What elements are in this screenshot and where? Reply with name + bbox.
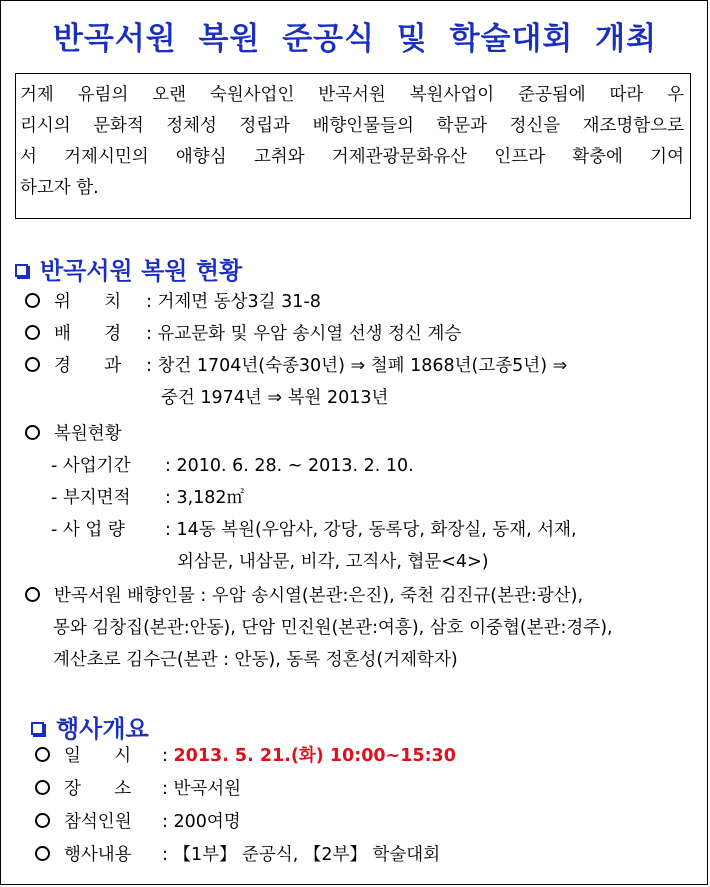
section-heading-text: 행사개요 (56, 715, 149, 743)
field-value: : 【1부】 준공식, 【2부】 학술대회 (162, 845, 441, 865)
field-label: - 부지면적 (51, 488, 131, 508)
summary-line: 하고자 함. (20, 178, 99, 198)
square-bullet-icon (15, 264, 28, 277)
summary-line: 거제 유림의 오랜 숙원사업인 반곡서원 복원사업이 준공됨에 따라 우 (20, 85, 684, 105)
field-label: 일 시 (64, 746, 132, 766)
field-label: 경 과 (54, 356, 122, 376)
event-place (35, 778, 241, 800)
status-history (25, 355, 567, 377)
field-label: 행사내용 (64, 845, 132, 865)
field-value: : 3,182㎡ (165, 488, 245, 508)
event-attendees (35, 811, 241, 833)
field-label: - 사업기간 (51, 456, 131, 476)
section-heading-status (15, 251, 242, 286)
field-label: - 사 업 량 (51, 520, 125, 540)
figures-line: 계산초로 김수근(본관 : 안동), 동록 정혼성(거제학자) (53, 650, 458, 670)
field-separator: : (162, 746, 168, 766)
field-value: : 창건 1704년(숙종30년) ⇒ 철폐 1868년(고종5년) ⇒ (146, 356, 568, 376)
status-history-continued: 중건 1974년 ⇒ 복원 2013년 (161, 388, 389, 408)
field-value: : 거제면 동상3길 31-8 (146, 292, 321, 312)
circle-bullet-icon (35, 813, 50, 828)
restoration-scope (51, 519, 577, 541)
summary-line: 서 거제시민의 애향심 고취와 거제관광문화유산 인프라 확충에 기여 (20, 147, 684, 167)
status-location (25, 291, 321, 313)
event-datetime (35, 745, 456, 767)
summary-line: 리시의 문화적 정체성 정립과 배향인물들의 학문과 정신을 재조명함으로 (20, 116, 684, 136)
page-title: 반곡서원 복원 준공식 및 학술대회 개최 (52, 21, 658, 57)
figures-line: 반곡서원 배향인물 : 우암 송시열(본관:은진), 죽천 김진규(본관:광산), (54, 586, 584, 606)
field-value: : 유교문화 및 우암 송시열 선생 정신 계승 (146, 324, 462, 344)
status-figures (25, 585, 583, 607)
field-label: 위 치 (54, 292, 122, 312)
circle-bullet-icon (35, 780, 50, 795)
event-datetime-value: 2013. 5. 21.(화) 10:00~15:30 (173, 746, 456, 766)
field-value: : 14동 복원(우암사, 강당, 동록당, 화장실, 동재, 서재, (165, 520, 577, 540)
field-label: 참석인원 (64, 812, 132, 832)
restoration-period (51, 455, 414, 477)
section-heading-event (31, 709, 149, 744)
circle-bullet-icon (25, 425, 40, 440)
field-value: : 200여명 (162, 812, 241, 832)
circle-bullet-icon (35, 747, 50, 762)
restoration-area (51, 487, 244, 509)
figures-line: 몽와 김창집(본관:안동), 단암 민진원(본관:여흥), 삼호 이중협(본관:경주), (53, 618, 613, 638)
circle-bullet-icon (25, 293, 40, 308)
field-value: : 2010. 6. 28. ~ 2013. 2. 10. (165, 456, 414, 476)
square-bullet-icon (31, 722, 44, 735)
field-label: 배 경 (54, 324, 122, 344)
status-background (25, 323, 461, 345)
summary-box (15, 73, 691, 219)
field-label: 복원현황 (54, 424, 122, 444)
circle-bullet-icon (25, 357, 40, 372)
status-restoration (25, 423, 122, 445)
circle-bullet-icon (25, 587, 40, 602)
field-label: 장 소 (64, 779, 132, 799)
circle-bullet-icon (35, 846, 50, 861)
field-value: : 반곡서원 (162, 779, 242, 799)
section-heading-text: 반곡서원 복원 현황 (40, 257, 243, 285)
restoration-scope-continued: 외삼문, 내삼문, 비각, 고직사, 협문<4>) (177, 552, 489, 572)
event-program (35, 844, 440, 866)
circle-bullet-icon (25, 325, 40, 340)
